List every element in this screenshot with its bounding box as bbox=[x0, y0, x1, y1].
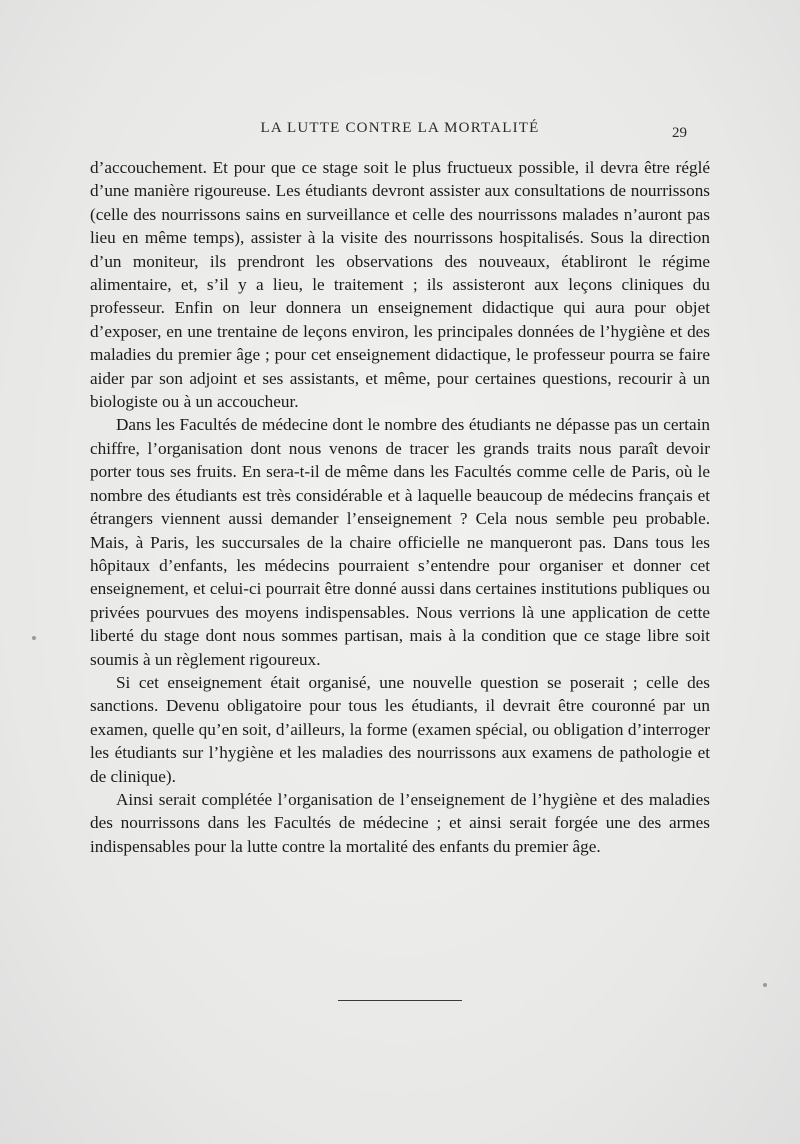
end-rule bbox=[338, 1000, 462, 1001]
paragraph-3: Si cet enseignement était organisé, une nouvelle question se poserait ; celle des sanctions. Devenu obligatoire pour tous les étudiants, il devrait être couronné par un examen, quelle qu’en soit, d’ailleurs, la forme (examen spécial, ou obligation d’interroger les étudiants sur l’hygiène et les maladies des nourrissons aux examens de pathologie et de clinique). bbox=[90, 672, 710, 786]
paragraph-4: Ainsi serait complétée l’organisation de l’enseignement de l’hygiène et des maladies des nourrissons dans les Facultés de médecine ; et ainsi serait forgée une des armes indispensables pour la lutte contre la mortalité des enfants du premier âge. bbox=[90, 789, 710, 856]
paper-speck bbox=[32, 636, 36, 640]
body-text bbox=[90, 156, 710, 858]
paper-speck bbox=[763, 983, 767, 987]
running-head: LA LUTTE CONTRE LA MORTALITÉ bbox=[260, 120, 540, 136]
page-number: 29 bbox=[672, 125, 687, 141]
paragraph-2: Dans les Facultés de médecine dont le nombre des étudiants ne dépasse pas un certain chiffre, l’organisation dont nous venons de tracer les grands traits nous paraît devoir porter tous ses fruits. En sera-t-il de même dans les Facultés comme celle de Paris, où le nombre des étudiants est très considérable et à laquelle beaucoup de médecins français et étrangers viennent aussi demander l’enseignement ? Cela nous semble peu probable. Mais, à Paris, les succursales de la chaire officielle ne manqueront pas. Dans tous les hôpitaux d’enfants, les médecins pourraient s’entendre pour organiser et donner cet enseignement, et celui-ci pourrait être donné aussi dans certaines institutions publiques ou privées pourvues des moyens indispensables. Nous verrions là une application de cette liberté du stage dont nous sommes partisan, mais à la condition que ce stage libre soit soumis à un règlement rigoureux. bbox=[90, 415, 710, 669]
paragraph-1: d’accouchement. Et pour que ce stage soit le plus fructueux possible, il devra être réglé d’une manière rigoureuse. Les étudiants devront assister aux consultations de nourrissons (celle des nourrissons sains en surveillance et celle des nourrissons malades n’auront pas lieu en même temps), assister à la visite des nourrissons hospitalisés. Sous la direction d’un moniteur, ils prendront les observations des nouveaux, établiront le régime alimentaire, et, s’il y a lieu, le traitement ; ils assisteront aux leçons cliniques du professeur. Enfin on leur donnera un enseignement didactique qui aura pour objet d’exposer, en une trentaine de leçons environ, les principales données de l’hygiène et des maladies du premier âge ; pour cet enseignement didactique, le professeur pourra se faire aider par son adjoint et ses assistants, et même, pour certaines questions, recourir à un biologiste ou à un accoucheur. bbox=[90, 158, 710, 412]
